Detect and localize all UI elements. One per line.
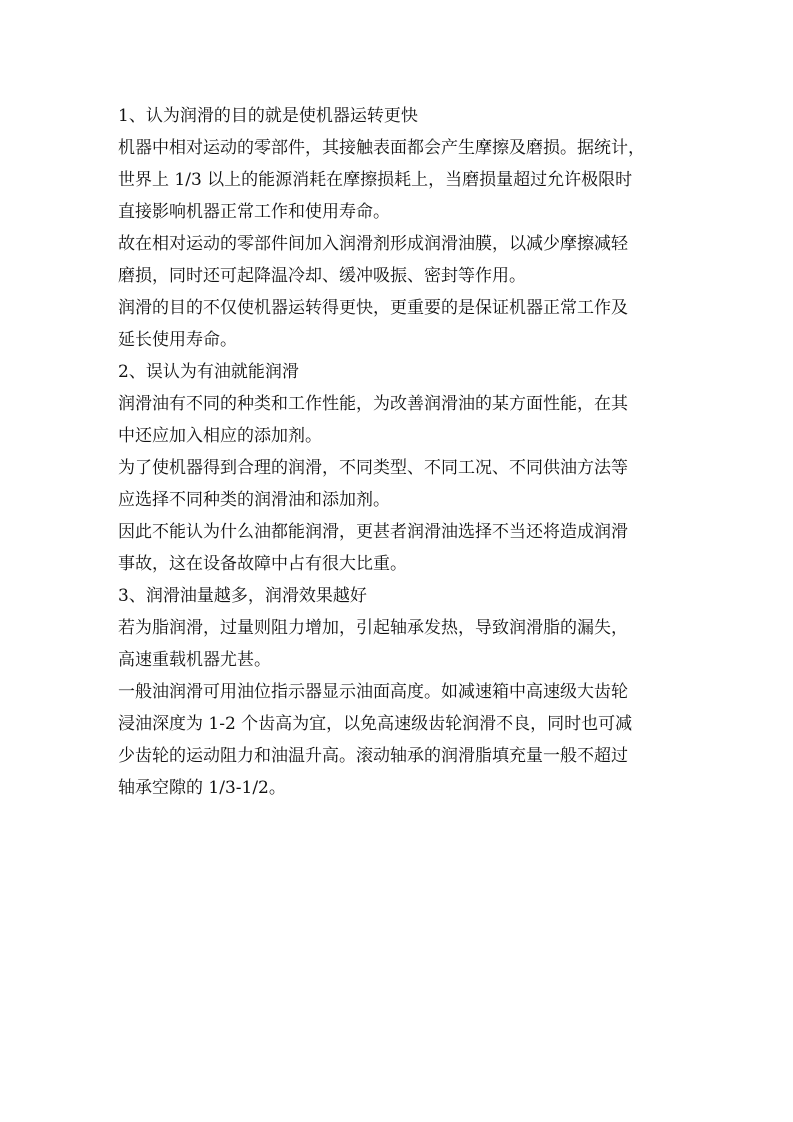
paragraph-2: [118, 228, 678, 292]
text-line: 世界上 1/3 以上的能源消耗在摩擦损耗上，当磨损量超过允许极限时: [118, 170, 633, 190]
text-line: 润滑的目的不仅使机器运转得更快，更重要的是保证机器正常工作及: [118, 298, 628, 318]
text-line: 润滑油有不同的种类和工作性能，为改善润滑油的某方面性能，在其: [118, 394, 628, 414]
text-line: 轴承空隙的 1/3-1/2。: [118, 778, 286, 798]
text-line: 因此不能认为什么油都能润滑，更甚者润滑油选择不当还将造成润滑: [118, 522, 628, 542]
text-line: 机器中相对运动的零部件，其接触表面都会产生摩擦及磨损。据统计，: [118, 138, 645, 158]
paragraph-7: [118, 612, 678, 676]
text-line: 一般油润滑可用油位指示器显示油面高度。如减速箱中高速级大齿轮: [118, 682, 628, 702]
paragraph-3: [118, 292, 678, 356]
paragraph-6: [118, 516, 678, 580]
paragraph-4: [118, 388, 678, 452]
document-body: [118, 100, 678, 804]
text-line: 故在相对运动的零部件间加入润滑剂形成润滑油膜，以减少摩擦减轻: [118, 234, 628, 254]
text-line: 磨损，同时还可起降温冷却、缓冲吸振、密封等作用。: [118, 266, 526, 286]
paragraph-8: [118, 676, 678, 804]
section-heading-3: 3、润滑油量越多，润滑效果越好: [118, 586, 367, 606]
text-line: 浸油深度为 1-2 个齿高为宜，以免高速级齿轮润滑不良，同时也可减: [118, 714, 633, 734]
text-line: 直接影响机器正常工作和使用寿命。: [118, 202, 390, 222]
paragraph-1: [118, 132, 678, 228]
text-line: 事故，这在设备故障中占有很大比重。: [118, 554, 407, 574]
paragraph-5: [118, 452, 678, 516]
text-line: 少齿轮的运动阻力和油温升高。滚动轴承的润滑脂填充量一般不超过: [118, 746, 628, 766]
section-heading-2: 2、误认为有油就能润滑: [118, 362, 299, 382]
text-line: 中还应加入相应的添加剂。: [118, 426, 322, 446]
text-line: 高速重载机器尤甚。: [118, 650, 271, 670]
text-line: 应选择不同种类的润滑油和添加剂。: [118, 490, 390, 510]
text-line: 为了使机器得到合理的润滑，不同类型、不同工况、不同供油方法等: [118, 458, 628, 478]
section-heading-1: 1、认为润滑的目的就是使机器运转更快: [118, 106, 418, 126]
text-line: 若为脂润滑，过量则阻力增加，引起轴承发热，导致润滑脂的漏失，: [118, 618, 628, 638]
text-line: 延长使用寿命。: [118, 330, 237, 350]
